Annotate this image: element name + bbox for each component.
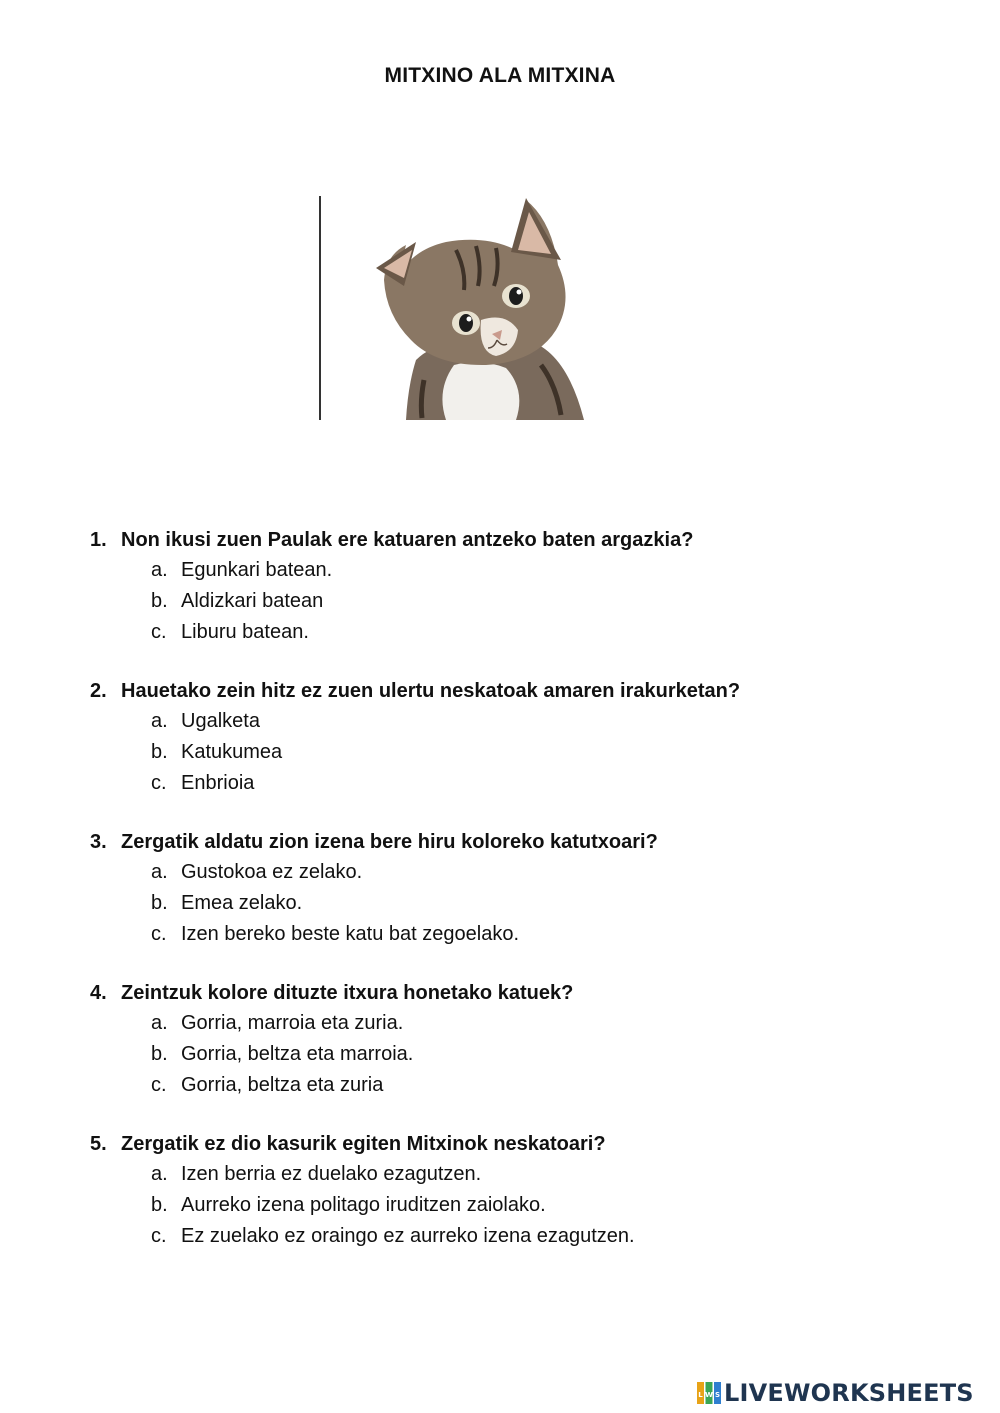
option-text: Katukumea: [181, 741, 283, 763]
option-b[interactable]: [90, 586, 950, 617]
option-c[interactable]: [90, 617, 950, 648]
question-number: 2.: [90, 680, 107, 702]
question-number: 1.: [90, 529, 107, 551]
svg-text:L: L: [698, 1391, 703, 1399]
question-number: 3.: [90, 831, 107, 853]
question-4: [90, 978, 950, 1101]
option-letter: c.: [151, 1225, 167, 1247]
option-text: Izen bereko beste katu bat zegoelako.: [181, 923, 520, 945]
option-letter: a.: [151, 1012, 168, 1034]
question-text: Hauetako zein hitz ez zuen ulertu neskatoak amaren irakurketan?: [121, 680, 741, 702]
option-c[interactable]: [90, 768, 950, 799]
question-text: Zeintzuk kolore dituzte itxura honetako katuek?: [121, 982, 574, 1004]
brand-name: LIVEWORKSHEETS: [724, 1379, 974, 1407]
question-text: Zergatik aldatu zion izena bere hiru koloreko katutxoari?: [121, 831, 658, 853]
option-b[interactable]: [90, 1190, 950, 1221]
option-text: Emea zelako.: [181, 892, 303, 914]
option-text: Izen berria ez duelako ezagutzen.: [181, 1163, 482, 1185]
option-letter: b.: [151, 1194, 168, 1216]
option-letter: c.: [151, 1074, 167, 1096]
option-text: Aurreko izena politago iruditzen zaiolako.: [181, 1194, 546, 1216]
option-text: Enbrioia: [181, 772, 255, 794]
svg-text:S: S: [714, 1391, 721, 1399]
option-text: Gorria, marroia eta zuria.: [181, 1012, 404, 1034]
kitten-photo: [376, 190, 591, 422]
option-a[interactable]: [90, 857, 950, 888]
option-letter: a.: [151, 559, 168, 581]
question-text: Zergatik ez dio kasurik egiten Mitxinok neskatoari?: [121, 1133, 606, 1155]
option-letter: b.: [151, 590, 168, 612]
option-c[interactable]: [90, 1070, 950, 1101]
question-number: 5.: [90, 1133, 107, 1155]
question-3: [90, 827, 950, 950]
option-b[interactable]: [90, 737, 950, 768]
option-text: Aldizkari batean: [181, 590, 324, 612]
option-a[interactable]: [90, 706, 950, 737]
option-b[interactable]: [90, 888, 950, 919]
question-5: [90, 1129, 950, 1252]
liveworksheets-brand[interactable]: [696, 1380, 974, 1406]
option-a[interactable]: [90, 1159, 950, 1190]
question-1: [90, 525, 950, 648]
option-letter: a.: [151, 1163, 168, 1185]
liveworksheets-logo-icon: [696, 1381, 722, 1405]
option-text: Gustokoa ez zelako.: [181, 861, 363, 883]
question-number: 4.: [90, 982, 107, 1004]
option-letter: c.: [151, 923, 167, 945]
option-c[interactable]: [90, 919, 950, 950]
option-text: Gorria, beltza eta zuria: [181, 1074, 384, 1096]
option-letter: b.: [151, 1043, 168, 1065]
option-text: Ez zuelako ez oraingo ez aurreko izena ezagutzen.: [181, 1225, 635, 1247]
question-text: Non ikusi zuen Paulak ere katuaren antzeko baten argazkia?: [121, 529, 694, 551]
option-b[interactable]: [90, 1039, 950, 1070]
option-a[interactable]: [90, 555, 950, 586]
option-c[interactable]: [90, 1221, 950, 1252]
question-2: [90, 676, 950, 799]
option-letter: c.: [151, 772, 167, 794]
option-a[interactable]: [90, 1008, 950, 1039]
option-text: Ugalketa: [181, 710, 260, 732]
option-letter: c.: [151, 621, 167, 643]
option-letter: a.: [151, 861, 168, 883]
option-text: Gorria, beltza eta marroia.: [181, 1043, 414, 1065]
option-text: Egunkari batean.: [181, 559, 333, 581]
option-text: Liburu batean.: [181, 621, 309, 643]
vertical-divider: [319, 196, 321, 420]
option-letter: b.: [151, 741, 168, 763]
option-letter: a.: [151, 710, 168, 732]
option-letter: b.: [151, 892, 168, 914]
question-list: [90, 525, 950, 1280]
svg-text:W: W: [705, 1391, 713, 1399]
page-title: MITXINO ALA MITXINA: [384, 64, 616, 87]
